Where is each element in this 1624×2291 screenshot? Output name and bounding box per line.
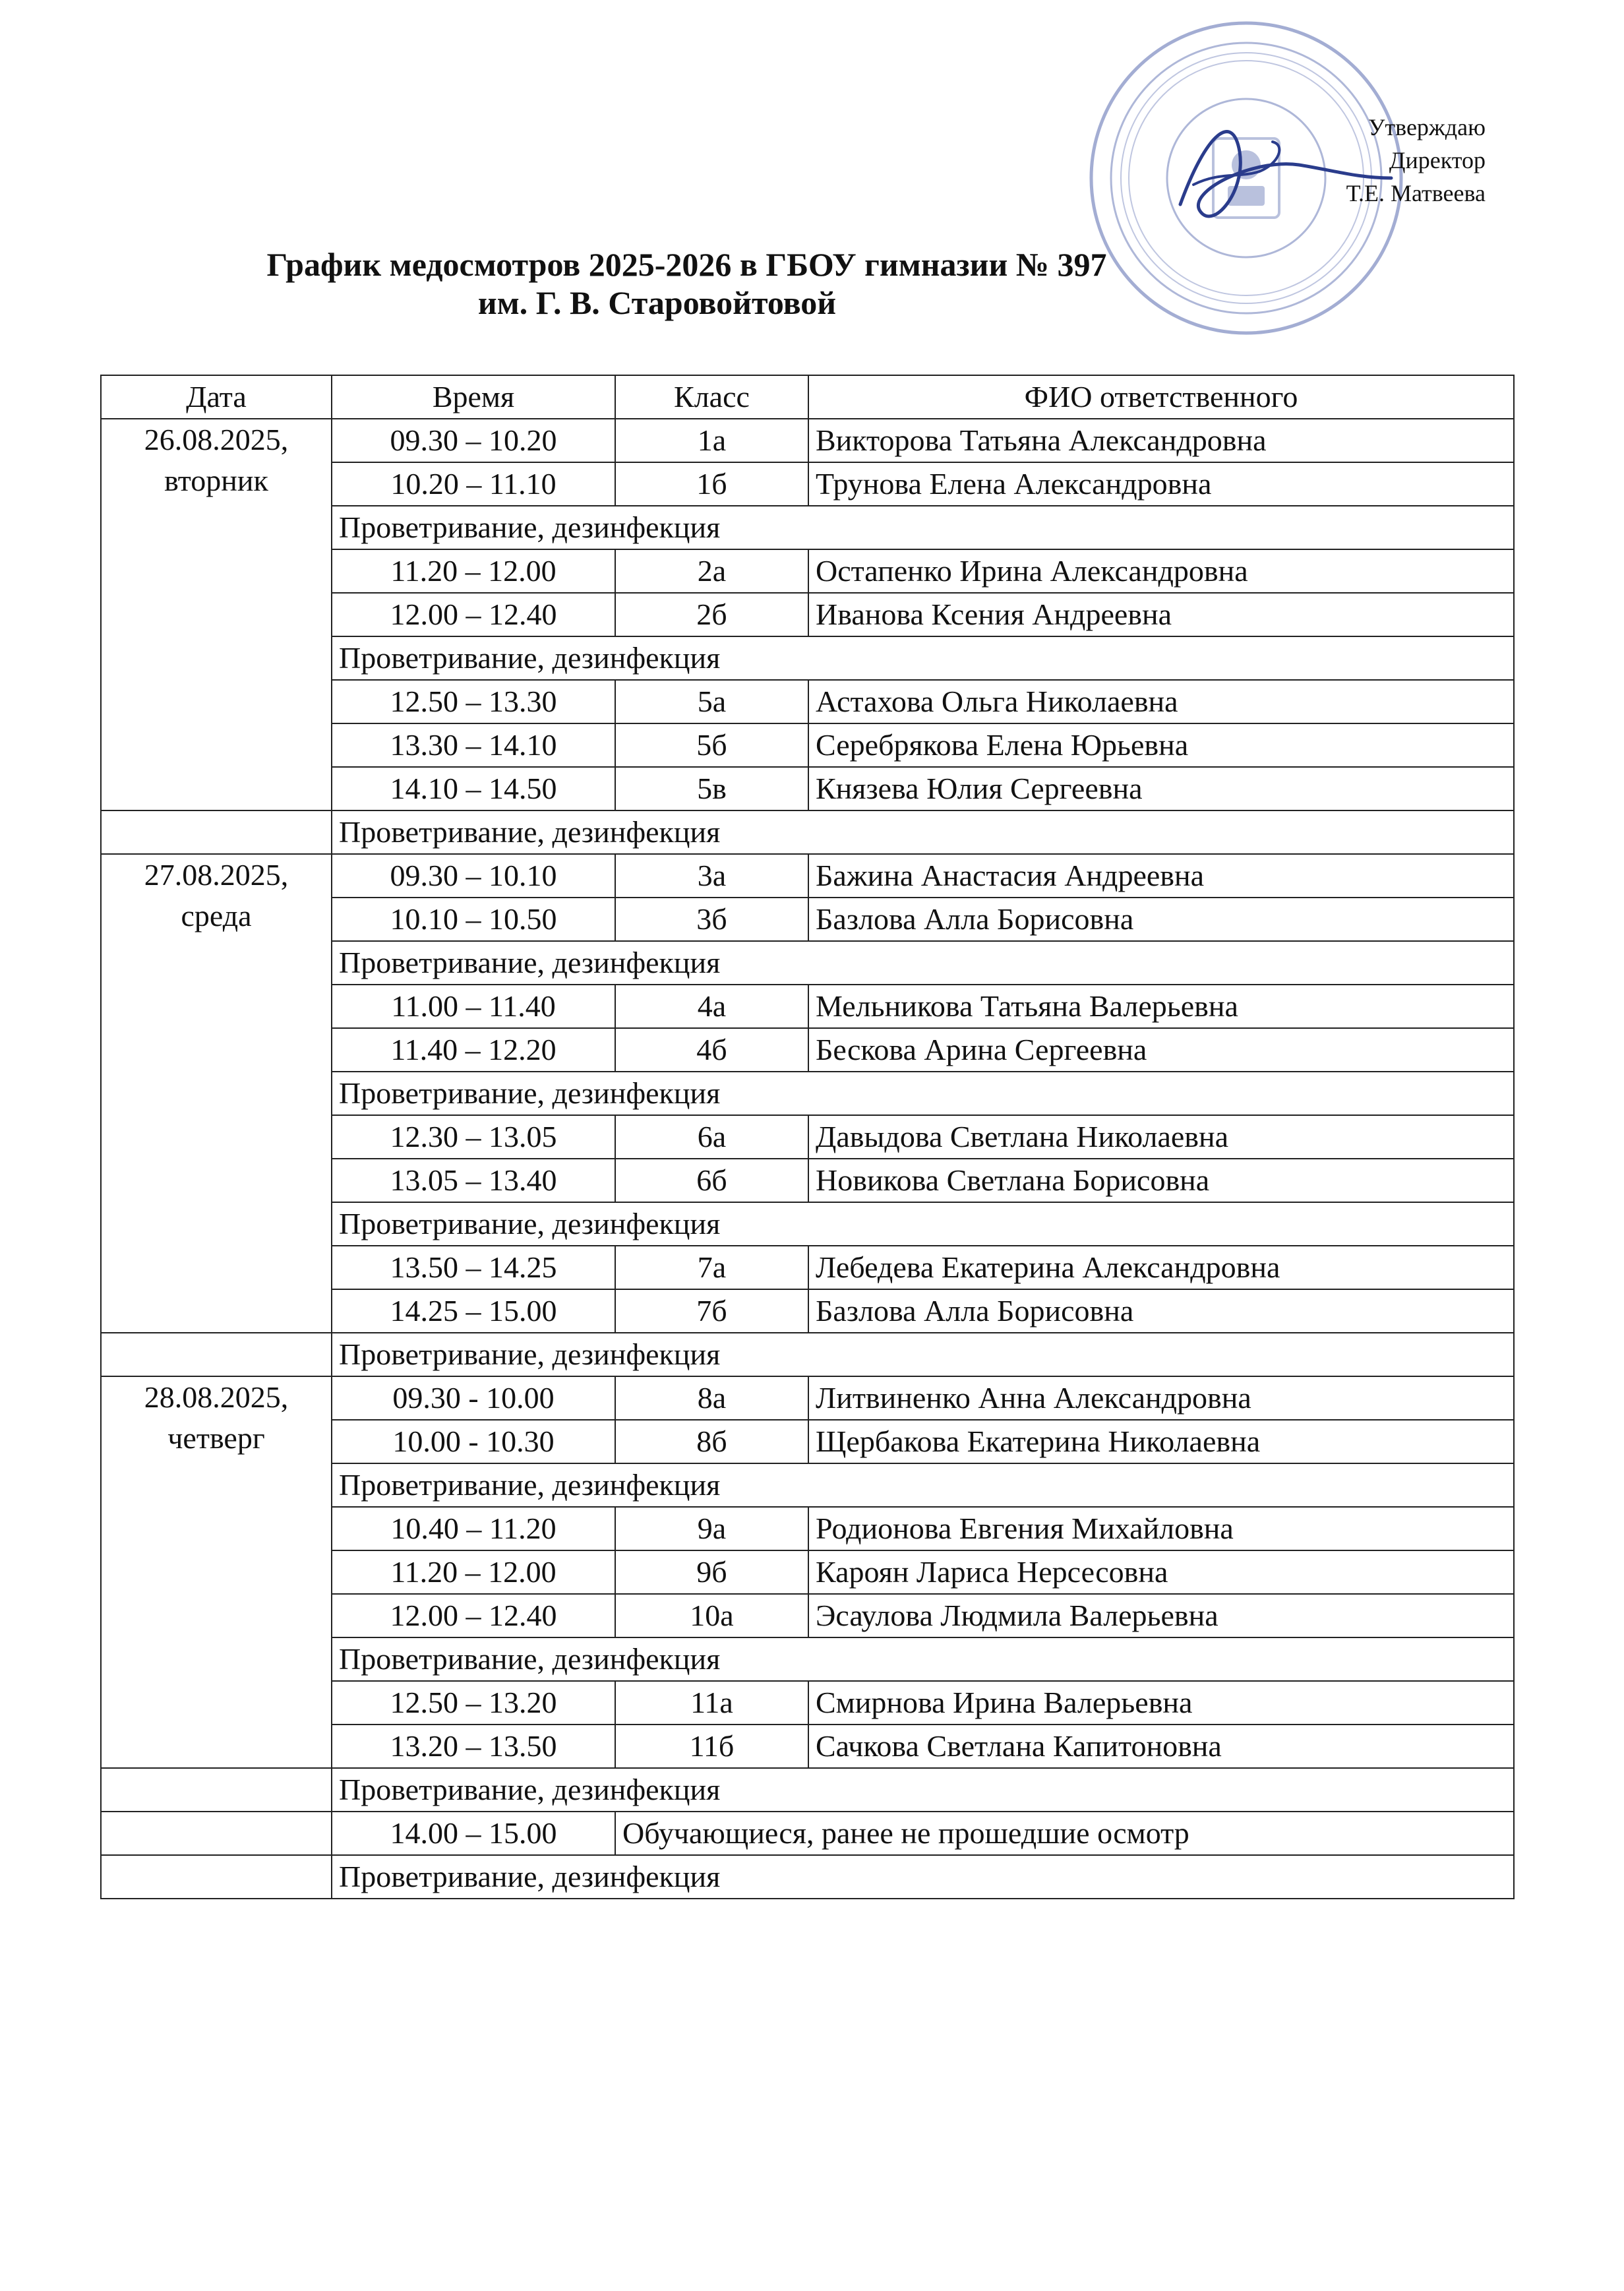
responsible-cell: Базлова Алла Борисовна <box>808 898 1514 941</box>
break-cell: Проветривание, дезинфекция <box>332 1637 1514 1681</box>
class-cell: 10а <box>615 1594 808 1637</box>
responsible-cell: Давыдова Светлана Николаевна <box>808 1115 1514 1159</box>
empty-date-cell <box>101 1768 332 1812</box>
time-cell: 10.10 – 10.50 <box>332 898 615 941</box>
header-class: Класс <box>615 375 808 419</box>
class-cell: 5а <box>615 680 808 723</box>
break-cell: Проветривание, дезинфекция <box>332 1202 1514 1246</box>
break-cell: Проветривание, дезинфекция <box>332 636 1514 680</box>
approval-approve: Утверждаю <box>1368 114 1486 140</box>
class-cell: 5в <box>615 767 808 810</box>
responsible-cell: Смирнова Ирина Валерьевна <box>808 1681 1514 1725</box>
responsible-cell: Мельникова Татьяна Валерьевна <box>808 985 1514 1028</box>
date-cell <box>101 419 332 810</box>
time-cell: 13.20 – 13.50 <box>332 1725 615 1768</box>
class-cell: 4а <box>615 985 808 1028</box>
empty-date-cell <box>101 1812 332 1855</box>
time-cell: 11.20 – 12.00 <box>332 1550 615 1594</box>
responsible-cell: Эсаулова Людмила Валерьевна <box>808 1594 1514 1637</box>
responsible-cell: Литвиненко Анна Александровна <box>808 1376 1514 1420</box>
time-cell: 11.20 – 12.00 <box>332 549 615 593</box>
class-cell: 8а <box>615 1376 808 1420</box>
table-row <box>101 1812 1514 1855</box>
responsible-cell: Бескова Арина Сергеевна <box>808 1028 1514 1072</box>
approval-position: Директор <box>1389 147 1486 173</box>
class-cell: 8б <box>615 1420 808 1463</box>
time-cell: 10.20 – 11.10 <box>332 462 615 506</box>
responsible-cell: Трунова Елена Александровна <box>808 462 1514 506</box>
table-header-row <box>101 375 1514 419</box>
note-cell: Обучающиеся, ранее не прошедшие осмотр <box>615 1812 1514 1855</box>
class-cell: 1а <box>615 419 808 462</box>
responsible-cell: Щербакова Екатерина Николаевна <box>808 1420 1514 1463</box>
break-row <box>101 1768 1514 1812</box>
class-cell: 4б <box>615 1028 808 1072</box>
break-cell: Проветривание, дезинфекция <box>332 810 1514 854</box>
break-row <box>101 810 1514 854</box>
responsible-cell: Иванова Ксения Андреевна <box>808 593 1514 636</box>
class-cell: 11б <box>615 1725 808 1768</box>
header-date: Дата <box>101 375 332 419</box>
class-cell: 9а <box>615 1507 808 1550</box>
time-cell: 12.00 – 12.40 <box>332 593 615 636</box>
schedule-body <box>101 419 1514 1899</box>
break-cell: Проветривание, дезинфекция <box>332 1463 1514 1507</box>
weekday-value: четверг <box>167 1421 265 1455</box>
time-cell: 13.05 – 13.40 <box>332 1159 615 1202</box>
responsible-cell: Викторова Татьяна Александровна <box>808 419 1514 462</box>
break-cell: Проветривание, дезинфекция <box>332 1855 1514 1899</box>
time-cell: 14.25 – 15.00 <box>332 1289 615 1333</box>
class-cell: 7б <box>615 1289 808 1333</box>
time-cell: 14.10 – 14.50 <box>332 767 615 810</box>
schedule-table <box>100 375 1515 1899</box>
responsible-cell: Астахова Ольга Николаевна <box>808 680 1514 723</box>
time-cell: 13.30 – 14.10 <box>332 723 615 767</box>
empty-date-cell <box>101 1855 332 1899</box>
class-cell: 3а <box>615 854 808 898</box>
class-cell: 6а <box>615 1115 808 1159</box>
table-row <box>101 419 1514 462</box>
responsible-cell: Бажина Анастасия Андреевна <box>808 854 1514 898</box>
break-row <box>101 1333 1514 1376</box>
responsible-cell: Князева Юлия Сергеевна <box>808 767 1514 810</box>
responsible-cell: Лебедева Екатерина Александровна <box>808 1246 1514 1289</box>
time-cell: 13.50 – 14.25 <box>332 1246 615 1289</box>
time-cell: 12.30 – 13.05 <box>332 1115 615 1159</box>
class-cell: 2а <box>615 549 808 593</box>
empty-date-cell <box>101 810 332 854</box>
empty-date-cell <box>101 1333 332 1376</box>
weekday-value: среда <box>181 899 252 932</box>
table-row <box>101 1376 1514 1420</box>
responsible-cell: Родионова Евгения Михайловна <box>808 1507 1514 1550</box>
time-cell: 10.40 – 11.20 <box>332 1507 615 1550</box>
time-cell: 12.50 – 13.30 <box>332 680 615 723</box>
table-row <box>101 854 1514 898</box>
responsible-cell: Остапенко Ирина Александровна <box>808 549 1514 593</box>
break-cell: Проветривание, дезинфекция <box>332 941 1514 985</box>
responsible-cell: Кароян Лариса Нерсесовна <box>808 1550 1514 1594</box>
class-cell: 2б <box>615 593 808 636</box>
break-cell: Проветривание, дезинфекция <box>332 1333 1514 1376</box>
approval-block <box>1143 111 1486 210</box>
document-title <box>0 245 1624 322</box>
class-cell: 9б <box>615 1550 808 1594</box>
date-cell <box>101 854 332 1333</box>
time-cell: 10.00 - 10.30 <box>332 1420 615 1463</box>
break-cell: Проветривание, дезинфекция <box>332 1768 1514 1812</box>
title-line-2: им. Г. В. Старовойтовой <box>477 284 837 321</box>
responsible-cell: Сачкова Светлана Капитоновна <box>808 1725 1514 1768</box>
class-cell: 1б <box>615 462 808 506</box>
class-cell: 7а <box>615 1246 808 1289</box>
responsible-cell: Серебрякова Елена Юрьевна <box>808 723 1514 767</box>
break-row <box>101 1855 1514 1899</box>
time-cell: 09.30 - 10.00 <box>332 1376 615 1420</box>
date-value: 27.08.2025, <box>144 858 289 892</box>
class-cell: 5б <box>615 723 808 767</box>
date-value: 28.08.2025, <box>144 1380 289 1414</box>
time-cell: 14.00 – 15.00 <box>332 1812 615 1855</box>
break-cell: Проветривание, дезинфекция <box>332 506 1514 549</box>
time-cell: 12.50 – 13.20 <box>332 1681 615 1725</box>
date-cell <box>101 1376 332 1768</box>
class-cell: 11а <box>615 1681 808 1725</box>
responsible-cell: Новикова Светлана Борисовна <box>808 1159 1514 1202</box>
responsible-cell: Базлова Алла Борисовна <box>808 1289 1514 1333</box>
weekday-value: вторник <box>164 464 268 497</box>
approval-director-name: Т.Е. Матвеева <box>1346 180 1486 206</box>
time-cell: 09.30 – 10.20 <box>332 419 615 462</box>
class-cell: 3б <box>615 898 808 941</box>
break-cell: Проветривание, дезинфекция <box>332 1072 1514 1115</box>
class-cell: 6б <box>615 1159 808 1202</box>
title-line-1: График медосмотров 2025-2026 в ГБОУ гимназии № 397 <box>266 246 1107 283</box>
header-responsible: ФИО ответственного <box>808 375 1514 419</box>
header-time: Время <box>332 375 615 419</box>
time-cell: 11.40 – 12.20 <box>332 1028 615 1072</box>
time-cell: 11.00 – 11.40 <box>332 985 615 1028</box>
time-cell: 12.00 – 12.40 <box>332 1594 615 1637</box>
date-value: 26.08.2025, <box>144 423 289 456</box>
time-cell: 09.30 – 10.10 <box>332 854 615 898</box>
